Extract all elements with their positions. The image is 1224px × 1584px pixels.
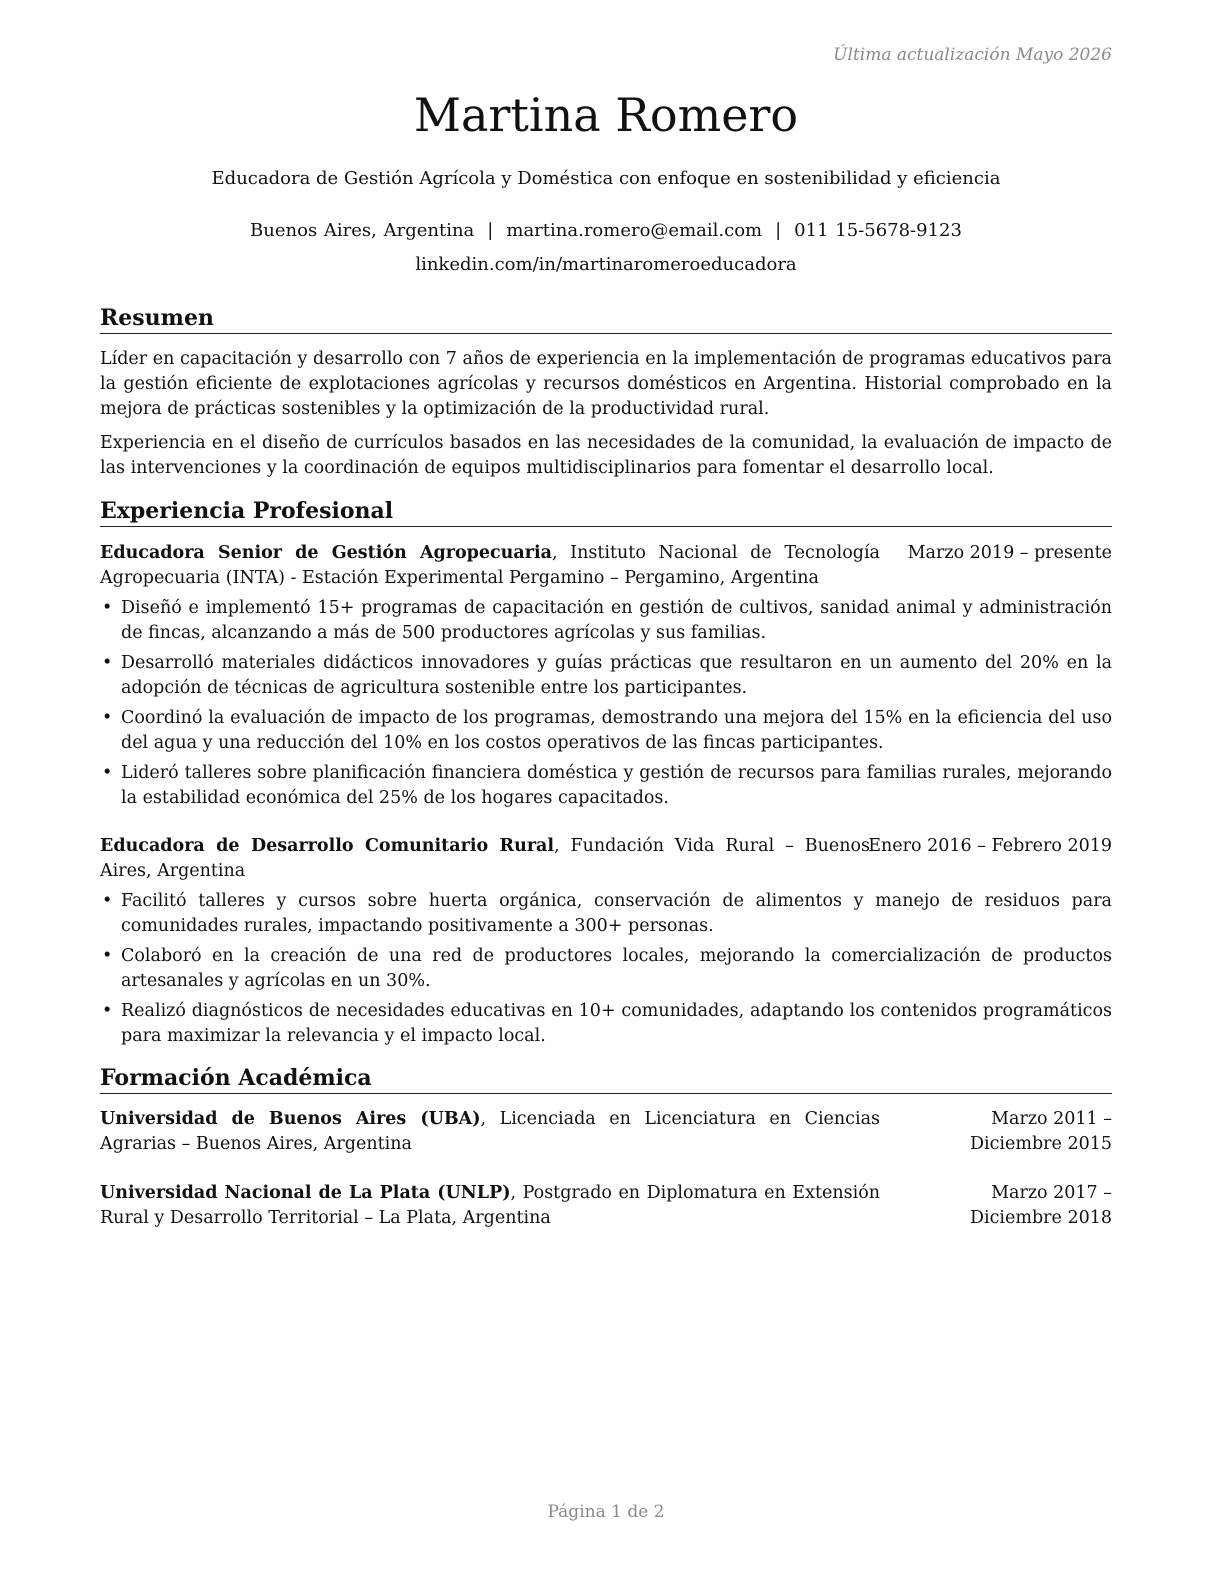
education-item [100,1181,1112,1231]
school-name: Universidad Nacional de La Plata (UNLP) [100,1183,511,1203]
email-link[interactable]: martina.romero@email.com [506,220,763,241]
summary-paragraph: Experiencia en el diseño de currículos basados en las necesidades de la comunidad, la evaluación de impacto de las intervenciones y la coordinación de equipos multidisciplinarios para fomentar el desarrollo local. [100,433,1112,478]
linkedin-link[interactable]: linkedin.com/in/martinaromeroeducadora [415,254,797,275]
section-title-summary: Resumen [100,304,1112,334]
education-title-line [100,1181,880,1231]
separator: | [775,220,782,241]
location: Buenos Aires, Argentina [250,220,475,241]
list-item: • Coordinó la evaluación de impacto de los programas, demostrando una mejora del 15% en la eficiencia del uso del agua y una reducción del 10% en los costos operativos de las fincas participantes. [100,706,1112,756]
job-bullets [100,596,1112,816]
job-bullets [100,889,1112,1054]
list-item: • Lideró talleres sobre planificación financiera doméstica y gestión de recursos para familias rurales, mejorando la estabilidad económica del 25% de los hogares capacitados. [100,761,1112,811]
list-item: • Colaboró en la creación de una red de productores locales, mejorando la comercialización de productos artesanales y agrícolas en un 30%. [100,944,1112,994]
list-item: • Desarrolló materiales didácticos innovadores y guías prácticas que resultaron en un aumento del 20% en la adopción de técnicas de agricultura sostenible entre los participantes. [100,651,1112,701]
job-header [100,541,1112,591]
job-dates: Enero 2016 – Febrero 2019 [868,836,1112,856]
job-dates: Marzo 2019 – presente [907,543,1112,563]
job-role: Educadora Senior de Gestión Agropecuaria [100,543,552,563]
summary-paragraph: Líder en capacitación y desarrollo con 7 años de experiencia en la implementación de programas educativos para la gestión eficiente de explotaciones agrícolas y recursos domésticos en Argentina. Historial comprobado en la mejora de prácticas sostenibles y la optimización de la productividad rural. [100,349,1112,419]
resume-page [100,0,1112,1584]
contact-line [100,220,1112,241]
section-title-education: Formación Académica [100,1064,1112,1094]
job-title-line [100,834,870,884]
education-dates: Marzo 2017 – Diciembre 2018 [970,1183,1112,1228]
job-role: Educadora de Desarrollo Comunitario Rural [100,836,555,856]
degree: , Licenciada en Licenciatura en Ciencias Agrarias – Buenos Aires, Argentina [100,1109,880,1154]
tagline: Educadora de Gestión Agrícola y Doméstica con enfoque en sostenibilidad y eficiencia [211,168,1001,189]
list-item: • Realizó diagnósticos de necesidades educativas en 10+ comunidades, adaptando los contenidos programáticos para maximizar la relevancia y el impacto local. [100,999,1112,1049]
education-item [100,1107,1112,1157]
separator: | [487,220,494,241]
degree: , Postgrado en Diplomatura en Extensión Rural y Desarrollo Territorial – La Plata, Argentina [100,1183,881,1228]
last-updated: Última actualización Mayo 2026 [833,45,1112,65]
school-name: Universidad de Buenos Aires (UBA) [100,1109,481,1129]
education-title-line [100,1107,880,1157]
section-title-experience: Experiencia Profesional [100,497,1112,527]
list-item: • Diseñó e implementó 15+ programas de capacitación en gestión de cultivos, sanidad animal y administración de fincas, alcanzando a más de 500 productores agrícolas y sus familias. [100,596,1112,646]
candidate-name: Martina Romero [413,88,799,142]
job-header [100,834,1112,884]
education-dates: Marzo 2011 – Diciembre 2015 [970,1109,1112,1154]
job-org: , Instituto Nacional de Tecnología Agropecuaria (INTA) - Estación Experimental Pergamino – Pergamino, Argentina [100,543,880,588]
list-item: • Facilitó talleres y cursos sobre huerta orgánica, conservación de alimentos y manejo de residuos para comunidades rurales, impactando positivamente a 300+ personas. [100,889,1112,939]
job-org: , Fundación Vida Rural – Buenos Aires, Argentina [100,836,870,881]
page-number: Página 1 de 2 [547,1502,665,1522]
job-title-line [100,541,880,591]
phone: 011 15-5678-9123 [794,220,962,241]
